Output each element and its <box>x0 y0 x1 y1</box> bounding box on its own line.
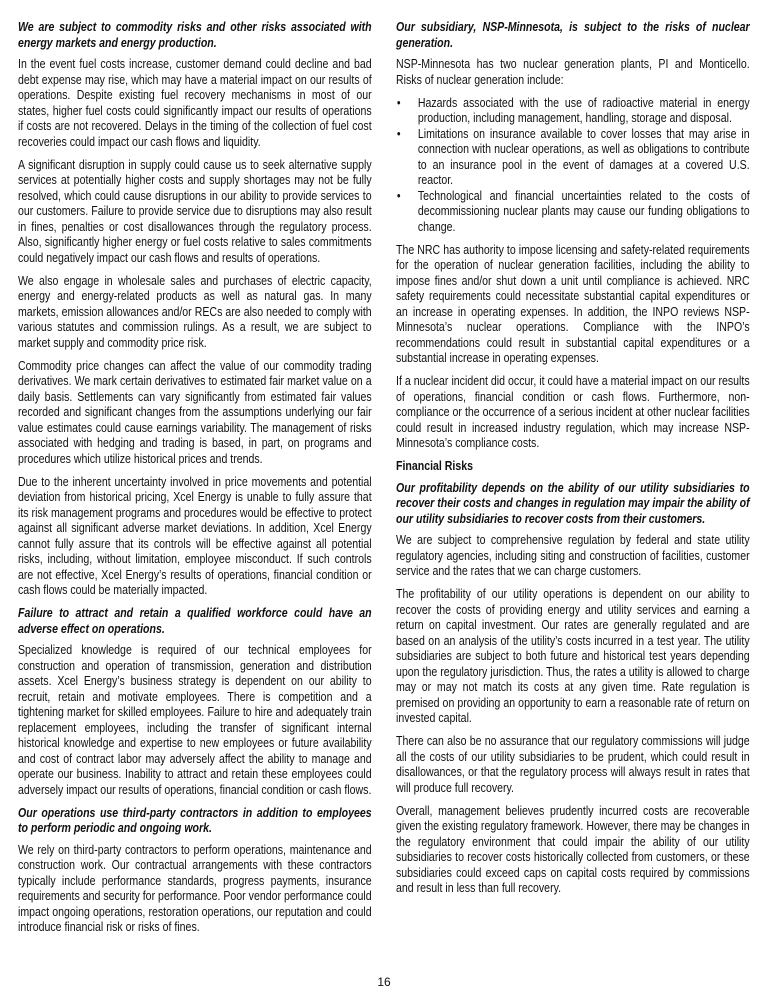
bullet-icon: • <box>396 126 401 141</box>
list-item-text: Hazards associated with the use of radioactive material in energy production, including management, handling, storage and disposal. <box>417 95 750 125</box>
paragraph: We are subject to comprehensive regulation by federal and state utility regulatory agencies, including siting and construction of facilities, customer service and the rates that we can charge customers. <box>396 533 750 578</box>
list-item <box>396 96 750 127</box>
list-item-text: Technological and financial uncertainties related to the costs of decommissioning nuclear plants may cause our funding obligations to change. <box>417 188 750 234</box>
paragraph: The NRC has authority to impose licensing and safety-related requirements for the operation of nuclear generation facilities, including the ability to impose fines and/or shut down a unit until compliance is achieved. NRC safety requirements could necessitate substantial capital expenditures or an increase in operating expenses. In addition, the INPO reviews NSP-Minnesota’s nuclear operations. Compliance with the INPO’s recommendations could result in substantial capital expenditures or a substantial increase in operating expenses. <box>396 242 750 365</box>
bullet-icon: • <box>396 95 401 110</box>
section-nuclear <box>396 20 750 452</box>
left-column <box>18 20 372 943</box>
list-item-text: Limitations on insurance available to cover losses that may arise in connection with nuclear operations, as well as obligations to contribute to an insurance pool in the event of damages at a covered U.S. reactor. <box>417 126 750 187</box>
paragraph: NSP-Minnesota has two nuclear generation plants, PI and Monticello. Risks of nuclear generation include: <box>396 57 750 87</box>
paragraph: A significant disruption in supply could cause us to seek alternative supply services at potentially higher costs and supply shortages may not be fully resolved, which could cause disruptions in our ability to provide services to our customers. Failure to provide service due to disruptions may also result in fines, penalties or cost disallowances through the regulatory process. Also, significantly higher energy or fuel costs relative to sales commitments could negatively impact our cash flows and results of operations. <box>18 157 372 265</box>
paragraph: We rely on third-party contractors to perform operations, maintenance and construction work. Our contractual arrangements with these contractors typically include performance standards, progress payments, insurance requirements and security for performance. Poor vendor performance could impact ongoing operations, restoration operations, our reputation and could introduce financial risk or risks of fines. <box>18 842 372 934</box>
section-heading: Our operations use third-party contractors in addition to employees to perform periodic and ongoing work. <box>18 805 372 835</box>
list-item <box>396 189 750 236</box>
nuclear-risks-list <box>396 96 750 236</box>
paragraph: There can also be no assurance that our regulatory commissions will judge all the costs of our utility subsidiaries to be prudent, which could result in disallowances, or that the regulatory process will always result in rates that will produce full recovery. <box>396 734 750 795</box>
paragraph: Due to the inherent uncertainty involved in price movements and potential deviation from historical pricing, Xcel Energy is unable to fully assure that its risk management programs and procedures would be effective to protect against all significant adverse market deviations. In addition, Xcel Energy cannot fully assure that its controls will be effective against all potential risks, including, without limitation, employee misconduct. If such controls are not effective, Xcel Energy’s results of operations, financial condition or cash flows could be materially impacted. <box>18 474 372 597</box>
section-heading: Our profitability depends on the ability of our utility subsidiaries to recover their costs and changes in regulation may impair the ability of our utility subsidiaries to recover costs from their customers. <box>396 480 750 526</box>
section-workforce <box>18 606 372 798</box>
page-number: 16 <box>377 975 391 989</box>
paragraph: The profitability of our utility operations is dependent on our ability to recover the costs of providing energy and utility services and earning a return on capital investment. Our rates are generally regulated and are based on an analysis of the utility’s costs incurred in a test year. The utility subsidiaries are subject to both future and historical test years depending upon the regulatory jurisdiction. Thus, the rates a utility is allowed to charge may or may not match its costs at any given time. Rate regulation is premised on providing an opportunity to earn a reasonable rate of return on invested capital. <box>396 587 750 725</box>
subsection-title: Financial Risks <box>396 459 474 473</box>
paragraph: Specialized knowledge is required of our technical employees for construction and operation of transmission, generation and distribution assets. Xcel Energy’s business strategy is dependent on our ability to recruit, retain and motivate employees. There is competition and a tightening market for skilled employees. Failure to hire and adequately train replacement employees, including the transfer of significant internal historical knowledge and expertise to new employees or future availability and cost of contract labor may adversely affect the ability to manage and operate our business. Inability to attract and retain these employees could adversely impact our results of operations, financial condition or cash flows. <box>18 643 372 797</box>
paragraph: In the event fuel costs increase, customer demand could decline and bad debt expense may rise, which may have a material impact on our results of operations. Despite existing fuel recovery mechanisms in most of our states, higher fuel costs could significantly impact our results of operations if costs are not recovered. Delays in the timing of the collection of fuel cost recoveries could impact our cash flows and liquidity. <box>18 57 372 149</box>
list-item <box>396 127 750 189</box>
paragraph: Overall, management believes prudently incurred costs are recoverable given the existing regulatory framework. However, there may be changes in the regulatory environment that could impair the ability of our utility subsidiaries to recover costs historically collected from customers, or these subsidiaries could exceed caps on capital costs required by commissions and result in less than full recovery. <box>396 803 750 895</box>
paragraph: If a nuclear incident did occur, it could have a material impact on our results of operations, financial condition or cash flows. Furthermore, non-compliance or the occurrence of a serious incident at other nuclear facilities could result in increased industry regulation, which may increase NSP-Minnesota’s compliance costs. <box>396 374 750 450</box>
right-column <box>396 20 750 904</box>
section-commodity-risks <box>18 20 372 599</box>
section-heading: Our subsidiary, NSP-Minnesota, is subject to the risks of nuclear generation. <box>396 20 750 50</box>
bullet-icon: • <box>396 188 401 203</box>
section-heading: We are subject to commodity risks and other risks associated with energy markets and energy production. <box>18 20 372 50</box>
section-contractors <box>18 806 372 936</box>
section-heading: Failure to attract and retain a qualified workforce could have an adverse effect on operations. <box>18 606 372 636</box>
paragraph: Commodity price changes can affect the value of our commodity trading derivatives. We mark certain derivatives to estimated fair market value on a daily basis. Settlements can vary significantly from estimated fair values recorded and significant changes from the assumptions underlying our fair value estimates could cause earnings variability. The management of risks associated with hedging and trading is based, in part, on programs and procedures which utilize historical prices and trends. <box>18 358 372 466</box>
paragraph: We also engage in wholesale sales and purchases of electric capacity, energy and energy-related products as well as natural gas. In many markets, emission allowances and/or RECs are also needed to comply with various statutes and commission rulings. As a result, we are subject to market supply and commodity price risk. <box>18 273 372 350</box>
section-financial-risks <box>396 459 750 897</box>
